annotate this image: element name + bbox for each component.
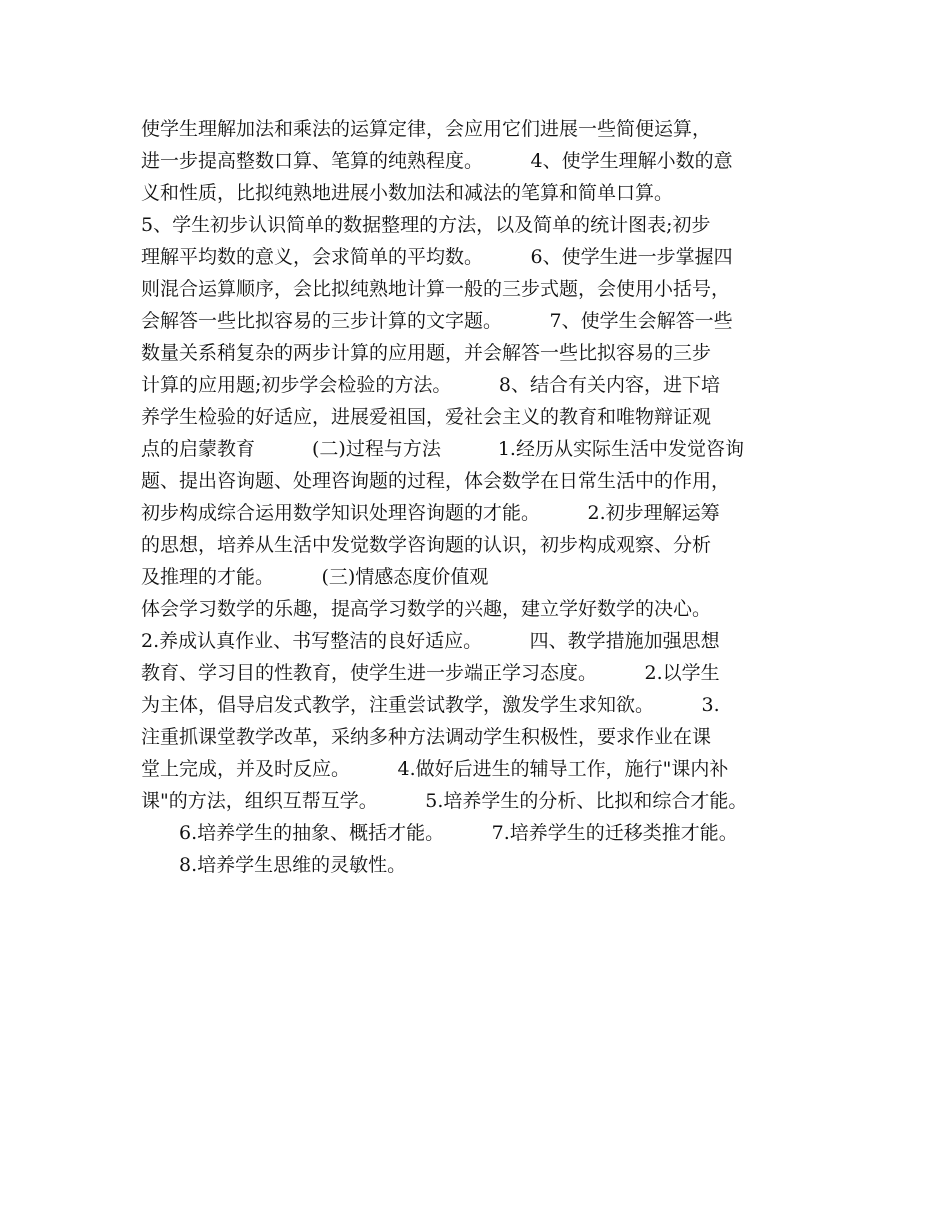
document-body [141,113,841,881]
text-line: 理解平均数的意义，会求简单的平均数。 6、使学生进一步掌握四 [141,246,733,268]
text-line: 义和性质，比拟纯熟地进展小数加法和减法的笔算和简单口算。 [141,182,674,204]
text-line: 点的启蒙教育 (二)过程与方法 1.经历从实际生活中发觉咨询 [141,438,744,460]
text-line: 则混合运算顺序，会比拟纯熟地计算一般的三步式题，会使用小括号， [141,278,731,300]
text-line: 课"的方法，组织互帮互学。 5.培养学生的分析、比拟和综合才能。 [141,790,748,812]
text-line: 及推理的才能。 (三)情感态度价值观 [141,566,489,588]
text-line: 体会学习数学的乐趣，提高学习数学的兴趣，建立学好数学的决心。 [141,598,712,620]
text-line: 教育、学习目的性教育，使学生进一步端正学习态度。 2.以学生 [141,662,720,684]
text-line: 堂上完成，并及时反应。 4.做好后进生的辅导工作，施行"课内补 [141,758,729,780]
text-line: 2.养成认真作业、书写整洁的良好适应。 四、教学措施加强思想 [141,630,720,652]
text-line: 进一步提高整数口算、笔算的纯熟程度。 4、使学生理解小数的意 [141,150,733,172]
text-line: 数量关系稍复杂的两步计算的应用题，并会解答一些比拟容易的三步 [141,342,712,364]
text-line: 6.培养学生的抽象、概括才能。 7.培养学生的迁移类推才能。 [141,822,738,844]
text-line: 会解答一些比拟容易的三步计算的文字题。 7、使学生会解答一些 [141,310,733,332]
text-line: 的思想，培养从生活中发觉数学咨询题的认识，初步构成观察、分析 [141,534,712,556]
text-line: 5、学生初步认识简单的数据整理的方法，以及简单的统计图表;初步 [141,214,711,236]
text-line: 题、提出咨询题、处理咨询题的过程，体会数学在日常生活中的作用， [141,470,731,492]
text-line: 注重抓课堂教学改革，采纳多种方法调动学生积极性，要求作业在课 [141,726,712,748]
text-line: 养学生检验的好适应，进展爱祖国，爱社会主义的教育和唯物辩证观 [141,406,712,428]
text-line: 使学生理解加法和乘法的运算定律，会应用它们进展一些简便运算， [141,118,712,140]
text-line: 为主体，倡导启发式教学，注重尝试教学，激发学生求知欲。 3. [141,694,720,716]
text-line: 初步构成综合运用数学知识处理咨询题的才能。 2.初步理解运筹 [141,502,720,524]
text-line: 8.培养学生思维的灵敏性。 [141,854,407,876]
text-line: 计算的应用题;初步学会检验的方法。 8、结合有关内容，进下培 [141,374,720,396]
